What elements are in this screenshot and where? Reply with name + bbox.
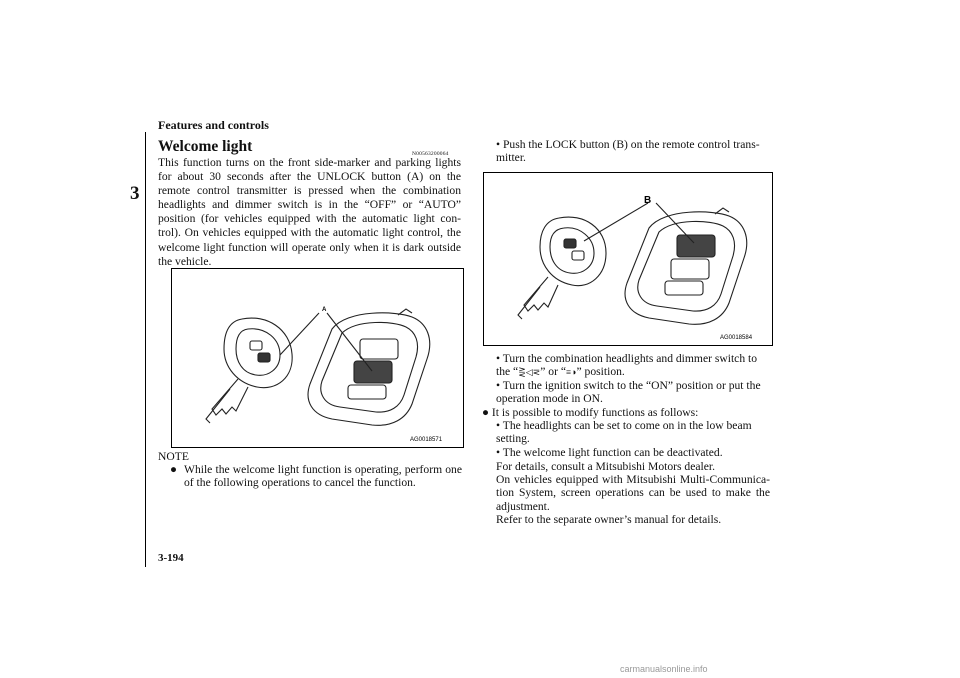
step-lock-button: • Push the LOCK button (B) on the remote control trans-mitter. [496, 138, 760, 165]
para-refer-manual: Refer to the separate owner’s manual for details. [496, 513, 722, 526]
running-header: Features and controls [158, 118, 269, 132]
page-number: 3-194 [158, 552, 184, 564]
figure-key-transmitter-a [171, 268, 464, 448]
note-bullet-1-text: While the welcome light function is operating, perform one of the following operations to cancel the function. [184, 463, 462, 489]
figure-b-callout: B [644, 195, 652, 206]
step-2-post: ” position. [576, 365, 625, 379]
watermark: carmanualsonline.info [620, 664, 708, 674]
para-consult-dealer: For details, consult a Mitsubishi Motors dealer. [496, 460, 715, 473]
chapter-sidebar-line [145, 132, 146, 567]
key-transmitter-illustration-b [484, 173, 772, 345]
step-2-pre: • Turn the combination headlights and dimmer switch to the “ [496, 352, 758, 379]
bullet-modify-functions [482, 406, 772, 419]
figure-a-callout: A [322, 307, 327, 313]
bullet-2-text: It is possible to modify functions as follows: [491, 406, 699, 419]
section-title: Welcome light [158, 138, 253, 155]
section-paragraph: This function turns on the front side-marker and parking lights for about 30 seconds after the UNLOCK button (A) on the remote control transmitter is pressed when the combination headlights and dimmer switch is in the “OFF” or “AUTO” position (for vehicles equipped with the automatic light con-trol). On vehicles equipped with the automatic light control, the welcome light function will operate only when it is dark outside the vehicle. [158, 156, 461, 268]
note-bullet-1 [170, 463, 462, 489]
sub-deactivate: • The welcome light function can be deactivated. [496, 446, 723, 459]
sub-low-beam: • The headlights can be set to come on in the low beam setting. [496, 419, 752, 446]
para-multi-communication: On vehicles equipped with Mitsubishi Multi-Communica-tion System, screen operations can be used to make the adjustment. [496, 473, 770, 513]
step-2-mid: ” or “ [540, 365, 566, 379]
chapter-number: 3 [130, 183, 140, 204]
figure-b-id: AG0018584 [720, 335, 753, 341]
note-heading: NOTE [158, 450, 189, 463]
figure-a-id: AG0018571 [410, 437, 443, 443]
figure-key-transmitter-b [483, 172, 773, 346]
step-headlights-switch [496, 352, 770, 380]
key-transmitter-illustration [172, 269, 463, 447]
bullet-icon: ● [170, 463, 178, 476]
step-ignition: • Turn the ignition switch to the “ON” position or put the operation mode in ON. [496, 379, 761, 406]
parking-light-icon: ⋛◁⋜ [518, 367, 541, 378]
headlight-icon: ≡◑ [565, 367, 577, 378]
bullet-icon: ● [482, 406, 490, 419]
section-code: N00563200064 [412, 151, 449, 157]
